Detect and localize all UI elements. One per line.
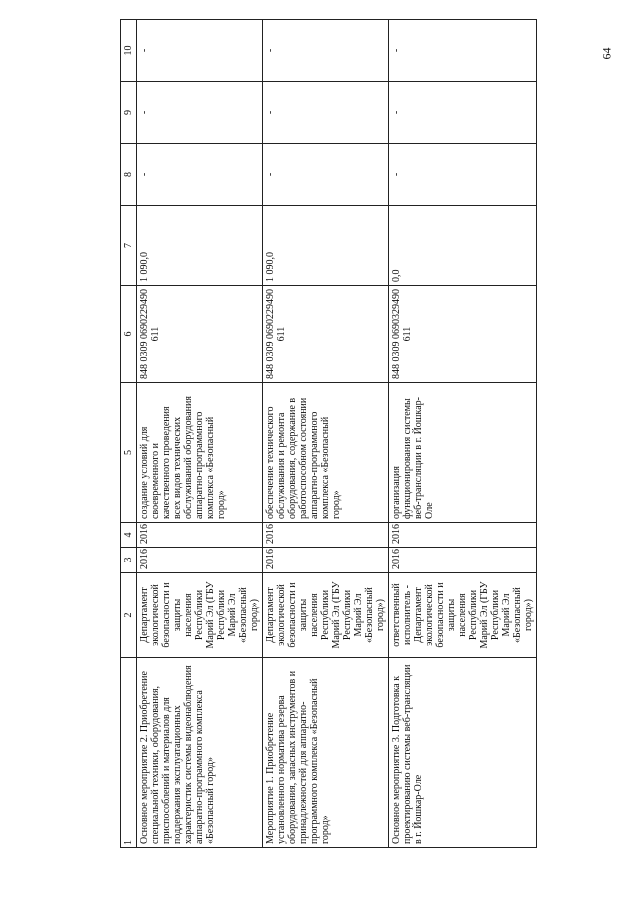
column-10-cell: - <box>137 20 263 82</box>
column-header-2: 2 <box>121 573 137 658</box>
budget-code-cell: 848 0309 0690229490 611 <box>263 286 389 383</box>
table-row <box>389 20 537 848</box>
column-number-row <box>121 20 137 848</box>
amount-cell: 1 090,0 <box>263 206 389 286</box>
executor-cell: Департамент экологической безопасности и защиты населения Республики Марий Эл (ГБУ Республики Марий Эл «Безопасный город») <box>137 573 263 658</box>
result-cell: организация функционирования системы веб-трансляции в г. Йошкар-Оле <box>389 383 537 523</box>
column-9-cell: - <box>389 82 537 144</box>
amount-cell: 1 090,0 <box>137 206 263 286</box>
activity-cell: Основное мероприятие 3. Подготовка к проектированию системы веб-трансляции в г. Йошкар-Оле <box>389 658 537 848</box>
column-header-7: 7 <box>121 206 137 286</box>
column-header-10: 10 <box>121 20 137 82</box>
budget-code-cell: 848 0309 0690329490 611 <box>389 286 537 383</box>
activity-cell: Мероприятие 1. Приобретение установленного норматива резерва оборудования, запасных инструментов и принадлежностей для аппаратно-программного комплекса «Безопасный город» <box>263 658 389 848</box>
column-9-cell: - <box>263 82 389 144</box>
column-header-6: 6 <box>121 286 137 383</box>
executor-cell: Департамент экологической безопасности и защиты населения Республики Марий Эл (ГБУ Республики Марий Эл «Безопасный город») <box>263 573 389 658</box>
rotated-page-content <box>120 45 534 848</box>
year-start-cell: 2016 <box>263 548 389 573</box>
year-end-cell: 2016 <box>389 523 537 548</box>
year-end-cell: 2016 <box>137 523 263 548</box>
column-10-cell: - <box>263 20 389 82</box>
column-8-cell: - <box>389 144 537 206</box>
amount-cell: 0,0 <box>389 206 537 286</box>
column-header-3: 3 <box>121 548 137 573</box>
column-9-cell: - <box>137 82 263 144</box>
table-row <box>263 20 389 848</box>
column-header-9: 9 <box>121 82 137 144</box>
year-start-cell: 2016 <box>137 548 263 573</box>
column-8-cell: - <box>137 144 263 206</box>
column-header-1: 1 <box>121 658 137 848</box>
executor-cell: ответственный исполнитель - Департамент экологической безопасности и защиты населения Республики Марий Эл (ГБУ Республики Марий Эл «Безопасный город») <box>389 573 537 658</box>
program-activities-table <box>120 19 537 848</box>
column-8-cell: - <box>263 144 389 206</box>
column-header-8: 8 <box>121 144 137 206</box>
page-number: 64 <box>599 47 614 60</box>
table-row <box>137 20 263 848</box>
result-cell: создание условий для своевременного и качественного проведения всех видов технических обслуживаний оборудования аппаратно-программного комплекса «Безопасный город» <box>137 383 263 523</box>
budget-code-cell: 848 0309 0690229490 611 <box>137 286 263 383</box>
year-start-cell: 2016 <box>389 548 537 573</box>
column-header-5: 5 <box>121 383 137 523</box>
column-10-cell: - <box>389 20 537 82</box>
year-end-cell: 2016 <box>263 523 389 548</box>
result-cell: обеспечение технического обслуживания и ремонта оборудования, содержание в работоспособном состоянии аппаратно-программного комплекса «Безопасный город» <box>263 383 389 523</box>
column-header-4: 4 <box>121 523 137 548</box>
activity-cell: Основное мероприятие 2. Приобретение специальной техники, оборудования, приспособлений и материалов для поддержания эксплуатационных характеристик системы видеонаблюдения аппаратно-программного комплекса «Безопасный город» <box>137 658 263 848</box>
